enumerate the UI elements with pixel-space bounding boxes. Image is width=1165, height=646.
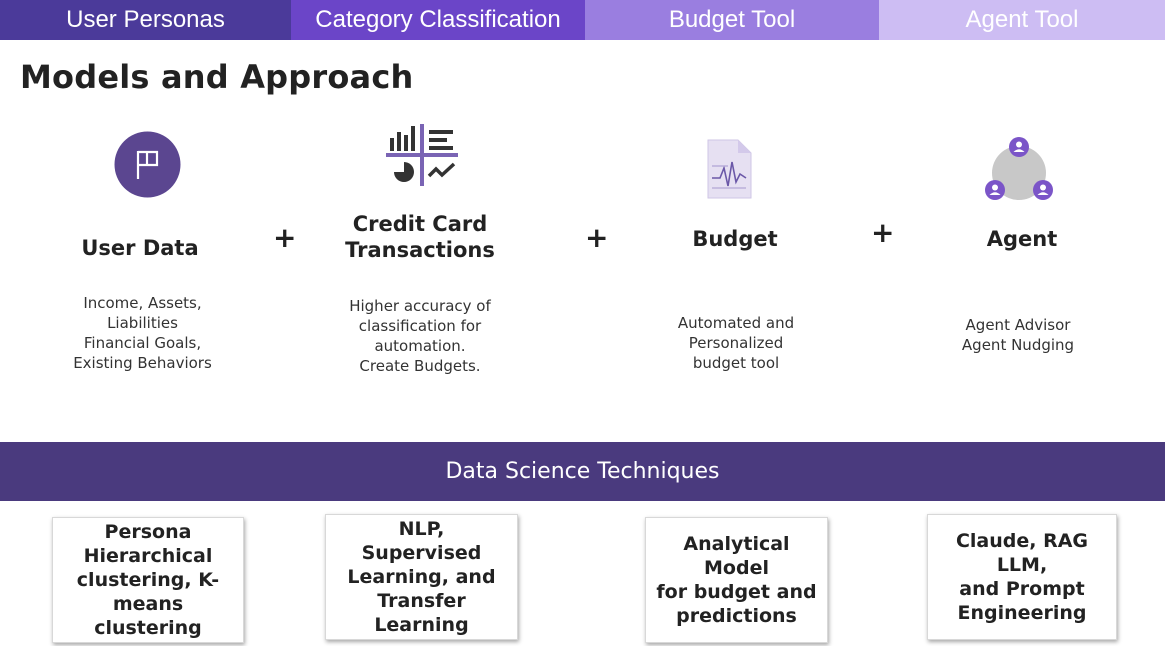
top-tab-bar [0,0,1165,40]
user-data-description: Income, Assets, Liabilities Financial Goals, Existing Behaviors [73,294,212,372]
plus-sign-2: + [585,221,609,254]
tab-agent-tool[interactable]: Agent Tool [879,0,1165,40]
tab-budget-tool[interactable]: Budget Tool [585,0,879,40]
technique-box-nlp: NLP, Supervised Learning, and Transfer Learning [325,514,518,640]
technique-box-llm: Claude, RAG LLM, and Prompt Engineering [927,514,1117,640]
document-chart-icon [706,138,753,200]
technique-box-persona: Persona Hierarchical clustering, K- means clustering [52,517,244,643]
plus-sign-1: + [273,221,297,254]
technique-box-analytical: Analytical Model for budget and predictions [645,517,828,643]
credit-card-description: Higher accuracy of classification for automation. Create Budgets. [349,297,491,375]
credit-card-heading: Credit Card Transactions [345,212,495,262]
tab-category-classification[interactable]: Category Classification [291,0,585,40]
agent-heading: Agent [986,227,1058,251]
charts-grid-icon [386,124,458,186]
budget-heading: Budget [692,227,778,251]
techniques-band-title: Data Science Techniques [445,459,720,484]
page-title: Models and Approach [20,58,414,96]
tab-user-personas[interactable]: User Personas [0,0,291,40]
agent-description: Agent Advisor Agent Nudging [961,316,1075,354]
flag-circle-icon [114,131,181,198]
plus-sign-3: + [871,216,895,249]
user-data-heading: User Data [81,236,199,260]
people-cycle-icon [985,135,1055,205]
techniques-band [0,442,1165,501]
budget-description: Automated and Personalized budget tool [677,314,795,372]
